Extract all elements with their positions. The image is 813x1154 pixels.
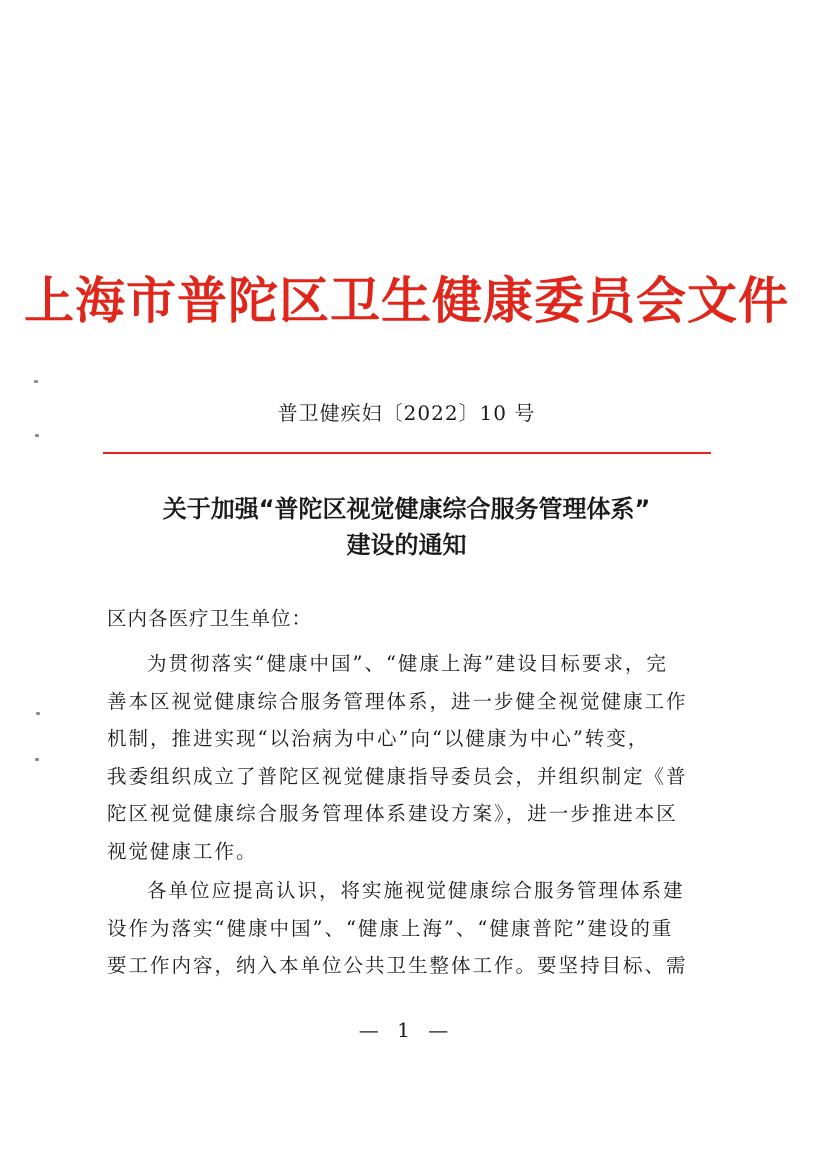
margin-mark (35, 758, 39, 761)
salutation: 区内各医疗卫生单位： (107, 607, 313, 630)
paragraph-line: 各单位应提高认识，将实施视觉健康综合服务管理体系建 (147, 879, 685, 902)
margin-mark (35, 434, 39, 437)
paragraph-line: 要工作内容，纳入本单位公共卫生整体工作。要坚持目标、需 (107, 954, 688, 978)
body-paragraph-2 (107, 872, 709, 985)
issuer-title: 上海市普陀区卫生健康委员会文件 (24, 272, 789, 330)
subject-title-line-2: 建设的通知 (346, 531, 467, 559)
paragraph-line: 视觉健康工作。 (107, 839, 258, 863)
paragraph-line: 善本区视觉健康综合服务管理体系，进一步健全视觉健康工作 (107, 689, 688, 713)
paragraph-line: 陀区视觉健康综合服务管理体系建设方案》，进一步推进本区 (107, 802, 678, 826)
paragraph-line: 设作为落实“健康中国”、“健康上海”、“健康普陀”建设的重 (107, 916, 674, 940)
paragraph-line: 机制，推进实现“以治病为中心”向“以健康为中心”转变， (107, 727, 650, 751)
body-paragraph-1 (107, 645, 709, 871)
paragraph-line: 我委组织成立了普陀区视觉健康指导委员会，并组织制定《普 (107, 764, 688, 788)
margin-mark (34, 380, 38, 383)
subject-title-line-1: 关于加强“普陀区视觉健康综合服务管理体系” (162, 495, 651, 523)
document-number: 普卫健疾妇〔2022〕10 号 (277, 401, 536, 425)
paragraph-line: 为贯彻落实“健康中国”、“健康上海”建设目标要求，完 (147, 652, 668, 675)
margin-mark (36, 712, 40, 715)
page-number: — 1 — (358, 1018, 455, 1042)
red-divider-line (103, 452, 711, 454)
